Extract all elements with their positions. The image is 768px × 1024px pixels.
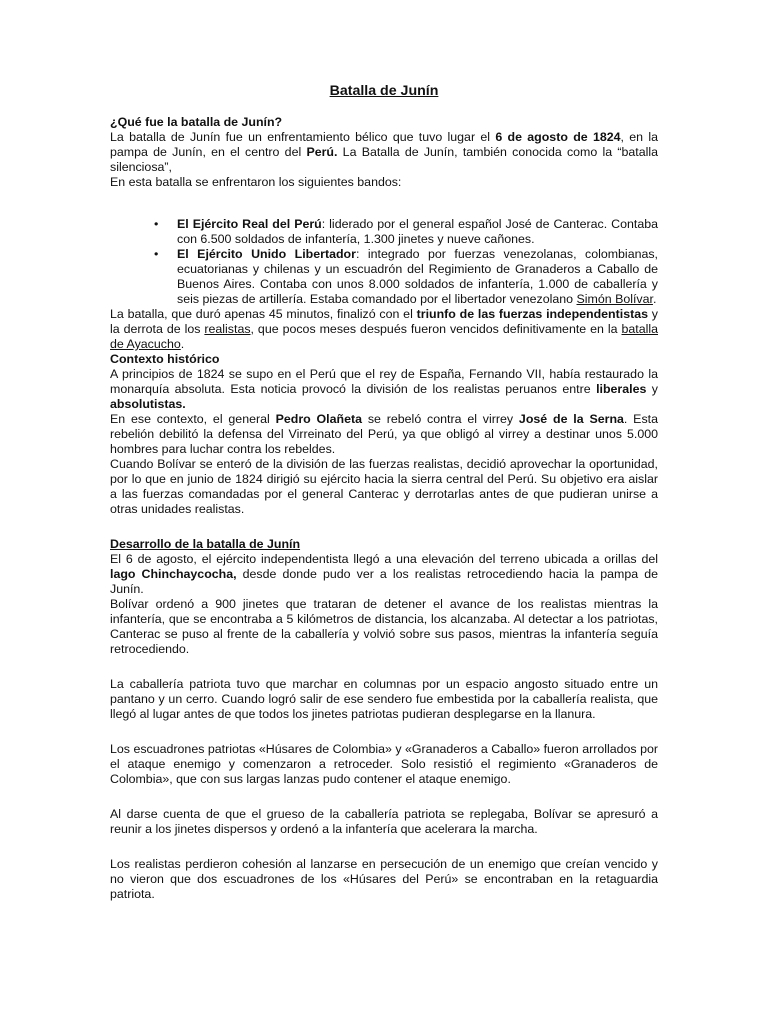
outcome-triunfo: triunfo de las fuerzas independentistas (416, 307, 648, 321)
intro-text-3: La Batalla de Junín, también conocida como la “batalla silenciosa”, (110, 145, 659, 174)
realistas-link[interactable]: realistas (204, 322, 251, 336)
bandos-list (110, 217, 658, 307)
ctx1-text-1: A principios de 1824 se supo en el Perú que el rey de España, Fernando VII, había restaurado la monarquía absoluta. Esta noticia provocó la división de los realistas peruanos entre (110, 367, 658, 396)
spacer (110, 517, 658, 537)
ctx1-liberales: liberales (596, 382, 647, 396)
intro-date: 6 de agosto de 1824 (495, 130, 621, 144)
bando-end-libertador: . (652, 292, 657, 306)
spacer (110, 837, 658, 857)
outcome-paragraph (110, 307, 658, 352)
intro-peru: Perú. (306, 145, 338, 159)
outcome-text-2: y la derrota de los (110, 307, 658, 336)
ctx2-olaneta: Pedro Olañeta (275, 412, 362, 426)
bando-item-real (177, 217, 658, 247)
intro-paragraph (110, 130, 658, 175)
dev1-text-1: El 6 de agosto, el ejército independentista llegó a una elevación del terreno ubicada a orillas del (110, 552, 658, 566)
bando-text-real: : liderado por el general español José de Canterac. Contaba con 6.500 soldados de infantería, 1.300 jinetes y nueve cañones. (177, 217, 659, 246)
ctx2-text-1: En ese contexto, el general (110, 412, 276, 426)
development-paragraph-2: Bolívar ordenó a 900 jinetes que trataran de detener el avance de los realistas mientras la infantería, que se encontraba a 5 kilómetros de distancia, los alcanzaba. Al detectar a los patriotas, Canterac se puso al frente de la caballería y volvió sobre sus pasos, mientras la infantería seguía retrocediendo. (110, 597, 658, 656)
simon-bolivar-link[interactable]: Simón Bolívar (576, 292, 653, 306)
spacer (110, 657, 658, 677)
ctx1-text-2: y (646, 382, 658, 396)
bando-name-real: El Ejército Real del Perú (177, 217, 322, 231)
dev1-text-2: desde donde pudo ver a los realistas retrocediendo hacia la pampa de Junín. (110, 567, 658, 596)
ctx1-absolutistas: absolutistas. (110, 397, 186, 411)
document-page (110, 84, 658, 902)
outcome-text-3: , que pocos meses después fueron vencidos definitivamente en la (250, 322, 622, 336)
context-paragraph-1 (110, 367, 658, 412)
context-paragraph-2 (110, 412, 658, 457)
development-paragraph-5: Al darse cuenta de que el grueso de la caballería patriota se replegaba, Bolívar se apresuró a reunir a los jinetes dispersos y ordenó a la infantería que acelerara la marcha. (110, 807, 658, 836)
bando-text-libertador: : integrado por fuerzas venezolanas, colombianas, ecuatorianas y chilenas y un escuadrón del Regimiento de Granaderos a Caballo de Buenos Aires. Contaba con unos 8.000 soldados de infantería, 1.000 de caballería y seis piezas de artillería. Estaba comandado por el libertador venezolano (177, 247, 658, 306)
outcome-text-4: . (180, 337, 185, 351)
question-heading: ¿Qué fue la batalla de Junín? (110, 115, 283, 129)
ctx2-serna: José de la Serna (518, 412, 624, 426)
spacer (110, 787, 658, 807)
batalla-ayacucho-link[interactable]: batalla de Ayacucho (110, 322, 659, 351)
ctx2-text-3: . Esta rebelión debilitó la defensa del Virreinato del Perú, ya que obligó al virrey a destinar unos 5.000 hombres para luchar contra los rebeldes. (110, 412, 658, 456)
development-paragraph-3: La caballería patriota tuvo que marchar en columnas por un espacio angosto situado entre un pantano y un cerro. Cuando logró salir de ese sendero fue embestida por la caballería realista, que llegó al lugar antes de que todos los jinetes patriotas pudieran desplegarse en la llanura. (110, 677, 658, 721)
bandos-intro: En esta batalla se enfrentaron los siguientes bandos: (110, 175, 402, 189)
outcome-text-1: La batalla, que duró apenas 45 minutos, finalizó con el (110, 307, 417, 321)
development-paragraph-1 (110, 552, 658, 597)
bando-name-libertador: El Ejército Unido Libertador (177, 247, 356, 261)
development-paragraph-4: Los escuadrones patriotas «Húsares de Colombia» y «Granaderos a Caballo» fueron arrollados por el ataque enemigo y comenzaron a retroceder. Solo resistió el regimiento «Granaderos de Colombia», que con sus largas lanzas pudo contener el ataque enemigo. (110, 742, 658, 786)
spacer (110, 722, 658, 742)
intro-text-1: La batalla de Junín fue un enfrentamiento bélico que tuvo lugar el (110, 130, 496, 144)
development-paragraph-6: Los realistas perdieron cohesión al lanzarse en persecución de un enemigo que creían vencido y no vieron que dos escuadrones de los «Húsares del Perú» se encontraban en la retaguardia patriota. (110, 857, 658, 901)
ctx2-text-2: se rebeló contra el virrey (362, 412, 519, 426)
context-heading: Contexto histórico (110, 352, 220, 366)
development-heading: Desarrollo de la batalla de Junín (110, 537, 301, 551)
document-title: Batalla de Junín (329, 83, 439, 99)
bando-item-libertador (177, 247, 658, 307)
dev1-lago: lago Chinchaycocha, (110, 567, 237, 581)
intro-text-2: , en la pampa de Junín, en el centro del (110, 130, 659, 159)
context-paragraph-3: Cuando Bolívar se enteró de la división de las fuerzas realistas, decidió aprovechar la oportunidad, por lo que en junio de 1824 dirigió su ejército hacia la sierra central del Perú. Su objetivo era aislar a las fuerzas comandadas por el general Canterac y derrotarlas antes de que pudieran unirse a otras unidades realistas. (110, 457, 658, 516)
